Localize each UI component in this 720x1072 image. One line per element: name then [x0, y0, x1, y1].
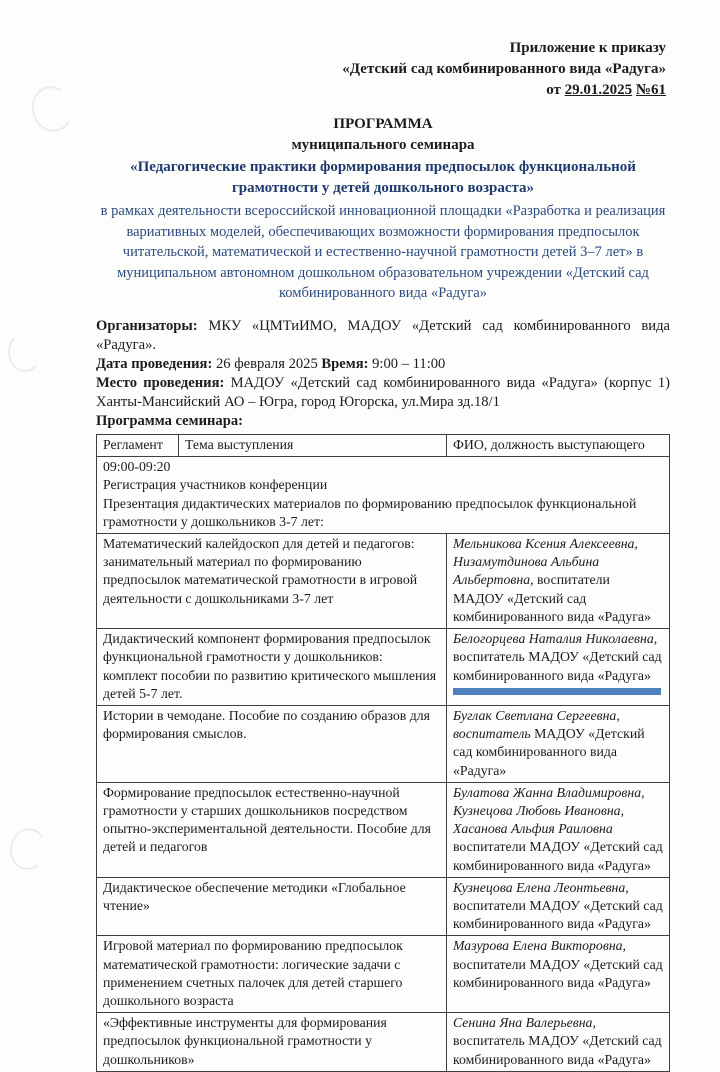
seminar-context-paragraph: в рамках деятельности всероссийской инновационной площадки «Разработка и реализация вариативных моделей, обеспечивающих возможности формирования предпосылок читательской, математической и естественно-научной грамотности детей 3–7 лет» в муниципальном автономном дошкольном образовательном учреждении «Детский сад комбинированного вида «Радуга» [100, 203, 666, 301]
table-row [97, 782, 670, 877]
speaker-position: воспитатели МАДОУ «Детский сад комбинированного вида «Радуга» [453, 572, 651, 624]
session-cell [97, 457, 670, 534]
speaker-names: Белогорцева Наталия Николаевна, [453, 631, 658, 647]
scan-artifact-circle [27, 82, 78, 137]
program-table-body [97, 457, 670, 1072]
session-row [97, 457, 670, 534]
column-header-topic: Тема выступления [179, 435, 447, 457]
speaker-position: воспитатель МАДОУ «Детский сад комбинированного вида «Радуга» [453, 649, 662, 683]
session-registration: Регистрация участников конференции [103, 477, 328, 493]
speaker-cell [447, 705, 670, 782]
highlight-bar [453, 688, 661, 695]
topic-cell: Игровой материал по формированию предпосылок математической грамотности: логические задачи с применением счетных палочек для детей старшего дошкольного возраста [97, 936, 447, 1013]
topic-cell: Дидактический компонент формирования предпосылок функциональной грамотности у дошкольников: комплект пособии по развитию критического мышления детей 5-7 лет. [97, 629, 447, 706]
speaker-cell [447, 782, 670, 877]
program-table [96, 434, 670, 1072]
header-line-3: от 29.01.2025 №61 [546, 82, 666, 98]
topic-cell: Дидактическое обеспечение методики «Глобальное чтение» [97, 877, 447, 936]
topic-cell: Математический калейдоскоп для детей и педагогов: занимательный материал по формированию предпосылок математической грамотности в игровой деятельности с дошкольниками 3-7 лет [97, 534, 447, 629]
speaker-position: воспитатели МАДОУ «Детский сад комбинированного вида «Радуга» [453, 897, 663, 932]
speaker-names: Сенина Яна Валерьевна, [453, 1015, 596, 1031]
speaker-names: Буглак Светлана Сергеевна, воспитатель [453, 707, 620, 742]
speaker-position: МАДОУ «Детский сад комбинированного вида «Радуга» [453, 726, 645, 778]
speaker-names: Булатова Жанна Владимировна, Кузнецова Любовь Ивановна, Хасанова Альфия Раиловна [453, 784, 645, 837]
table-header-row [97, 435, 670, 457]
order-reference-header [96, 38, 670, 101]
table-row [97, 705, 670, 782]
speaker-names: Мазурова Елена Викторовна, [453, 938, 627, 954]
title-program: ПРОГРАММА [333, 116, 433, 132]
order-number: №61 [635, 82, 666, 98]
topic-cell: «Эффективные инструменты для формирования предпосылок функциональной грамотности у дошкольников» [97, 1013, 447, 1072]
table-row [97, 629, 670, 706]
session-presentation: Презентация дидактических материалов по формированию предпосылок функциональной грамотности у дошкольников 3-7 лет: [103, 495, 637, 529]
column-header-speaker: ФИО, должность выступающего [447, 435, 670, 457]
title-seminar: муниципального семинара [291, 137, 475, 153]
speaker-cell [447, 534, 670, 629]
table-row [97, 534, 670, 629]
header-line-2: «Детский сад комбинированного вида «Радуга» [342, 61, 666, 77]
speaker-position: воспитатель МАДОУ «Детский сад комбинированного вида «Радуга» [453, 1033, 662, 1067]
speaker-position: воспитатели МАДОУ «Детский сад комбинированного вида «Радуга» [453, 839, 663, 873]
scan-artifact-circle [7, 825, 50, 873]
speaker-names: Мельникова Ксения Алексеевна, Низамутдинова Альбина Альбертовна, [453, 536, 638, 588]
table-row [97, 936, 670, 1013]
table-row [97, 1013, 670, 1072]
topic-cell: Формирование предпосылок естественно-научной грамотности у старших дошкольников посредством опытно-экспериментальной деятельности. Пособие для детей и педагогов [97, 782, 447, 877]
header-line-1: Приложение к приказу [509, 40, 666, 56]
seminar-topic: «Педагогические практики формирования предпосылок функциональной грамотности у детей дошкольного возраста» [130, 159, 636, 196]
order-date: 29.01.2025 [564, 82, 633, 98]
scan-artifact-circle [8, 332, 42, 372]
speaker-names: Кузнецова Елена Леонтьевна, [453, 879, 629, 895]
speaker-position: воспитатели МАДОУ «Детский сад комбинированного вида «Радуга» [453, 956, 663, 990]
table-row [97, 877, 670, 936]
place-line: Место проведения: МАДОУ «Детский сад комбинированного вида «Радуга» (корпус 1) Ханты-Мансийский АО – Югра, город Югорска, ул.Мира зд.18/1 [96, 374, 670, 410]
seminar-info-block [96, 317, 670, 432]
organizers-line: Организаторы: МКУ «ЦМТиИМО, МАДОУ «Детский сад комбинированного вида «Радуга». [96, 317, 670, 353]
date-time-line: Дата проведения: 26 февраля 2025 Время: 9:00 – 11:00 [96, 355, 446, 372]
speaker-cell [447, 877, 670, 936]
speaker-cell [447, 629, 670, 706]
topic-cell: Истории в чемодане. Пособие по созданию образов для формирования смыслов. [97, 705, 447, 782]
speaker-cell [447, 1013, 670, 1072]
session-time: 09:00-09:20 [103, 459, 171, 475]
column-header-reglament: Регламент [97, 435, 179, 457]
document-title [96, 114, 670, 199]
program-label-line: Программа семинара: [96, 412, 243, 429]
speaker-cell [447, 936, 670, 1013]
